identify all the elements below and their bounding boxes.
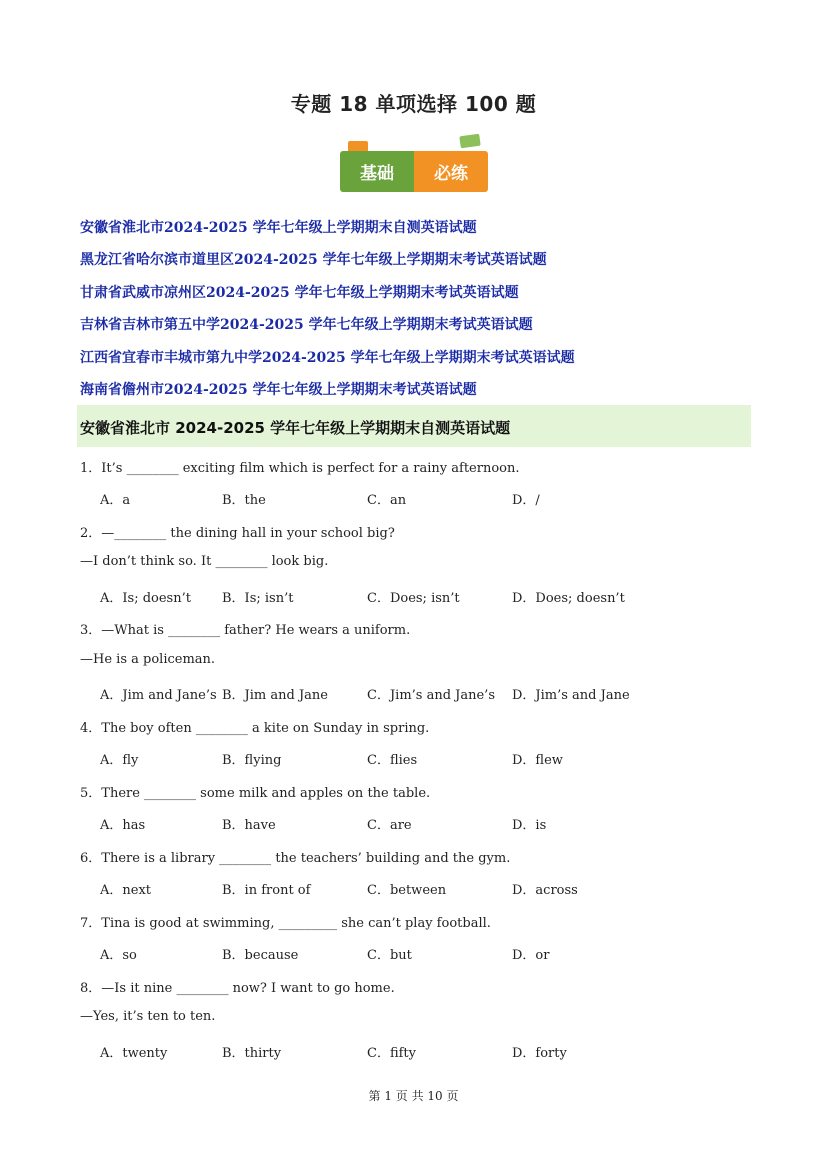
- question-text: 4．The boy often ________ a kite on Sunday in spring.: [80, 721, 430, 736]
- option-a: A．fly: [100, 753, 139, 768]
- page-title: 专题 18 单项选择 100 题: [290, 92, 537, 116]
- page-footer: 第 1 页 共 10 页: [368, 1089, 459, 1103]
- option-a: A．so: [100, 948, 137, 963]
- option-d: D．Does; doesn’t: [512, 591, 625, 606]
- option-a: A．twenty: [100, 1046, 168, 1061]
- option-d: D．across: [512, 883, 578, 898]
- question-text: 3．—What is ________ father? He wears a uniform.: [80, 623, 411, 638]
- exam-link[interactable]: 吉林省吉林市第五中学2024-2025 学年七年级上学期期末考试英语试题: [80, 317, 533, 333]
- option-b: B．Jim and Jane: [222, 688, 328, 703]
- question-text: 2．—________ the dining hall in your school big?: [80, 526, 395, 541]
- option-c: C．Jim’s and Jane’s: [367, 688, 495, 703]
- exam-link[interactable]: 江西省宜春市丰城市第九中学2024-2025 学年七年级上学期期末考试英语试题: [80, 350, 575, 366]
- option-c: C．fifty: [367, 1046, 416, 1061]
- badge-left-label: 基础: [340, 151, 414, 192]
- question-text: 8．—Is it nine ________ now? I want to go home.: [80, 981, 395, 996]
- option-a: A．next: [100, 883, 152, 898]
- badge-right-label: 必练: [414, 151, 488, 192]
- section-header: [77, 405, 751, 447]
- option-b: B．have: [222, 818, 276, 833]
- option-a: A．Jim and Jane’s: [100, 688, 217, 703]
- option-b: B．because: [222, 948, 299, 963]
- question-text: 5．There ________ some milk and apples on the table.: [80, 786, 431, 801]
- option-d: D．/: [512, 493, 540, 508]
- option-a: A．a: [100, 493, 131, 508]
- option-c: C．Does; isn’t: [367, 591, 460, 606]
- option-d: D．flew: [512, 753, 563, 768]
- question-text: 6．There is a library ________ the teachers’ building and the gym.: [80, 851, 511, 866]
- basic-practice-badge: [340, 133, 488, 195]
- option-d: D．Jim’s and Jane: [512, 688, 630, 703]
- option-c: C．but: [367, 948, 412, 963]
- option-c: C．between: [367, 883, 447, 898]
- question-text: —Yes, it’s ten to ten.: [80, 1009, 216, 1024]
- question-text: 1．It’s ________ exciting film which is perfect for a rainy afternoon.: [80, 461, 520, 476]
- section-title: 安徽省淮北市 2024-2025 学年七年级上学期期末自测英语试题: [80, 419, 511, 437]
- option-c: C．flies: [367, 753, 418, 768]
- exam-link[interactable]: 甘肃省武威市凉州区2024-2025 学年七年级上学期期末考试英语试题: [80, 285, 519, 301]
- question-text: —I don’t think so. It ________ look big.: [80, 554, 329, 569]
- option-b: B．Is; isn’t: [222, 591, 294, 606]
- option-b: B．the: [222, 493, 266, 508]
- question-text: 7．Tina is good at swimming, _________ she can’t play football.: [80, 916, 491, 931]
- option-b: B．in front of: [222, 883, 311, 898]
- option-b: B．flying: [222, 753, 282, 768]
- option-b: B．thirty: [222, 1046, 282, 1061]
- question-text: —He is a policeman.: [80, 652, 216, 667]
- clip-icon: [459, 134, 480, 149]
- option-a: A．Is; doesn’t: [100, 591, 191, 606]
- exam-link[interactable]: 海南省儋州市2024-2025 学年七年级上学期期末考试英语试题: [80, 382, 477, 398]
- exam-link[interactable]: 安徽省淮北市2024-2025 学年七年级上学期期末自测英语试题: [80, 220, 477, 236]
- option-d: D．is: [512, 818, 547, 833]
- option-c: C．are: [367, 818, 412, 833]
- option-a: A．has: [100, 818, 146, 833]
- option-d: D．or: [512, 948, 550, 963]
- option-d: D．forty: [512, 1046, 567, 1061]
- exam-link[interactable]: 黑龙江省哈尔滨市道里区2024-2025 学年七年级上学期期末考试英语试题: [80, 252, 547, 268]
- option-c: C．an: [367, 493, 407, 508]
